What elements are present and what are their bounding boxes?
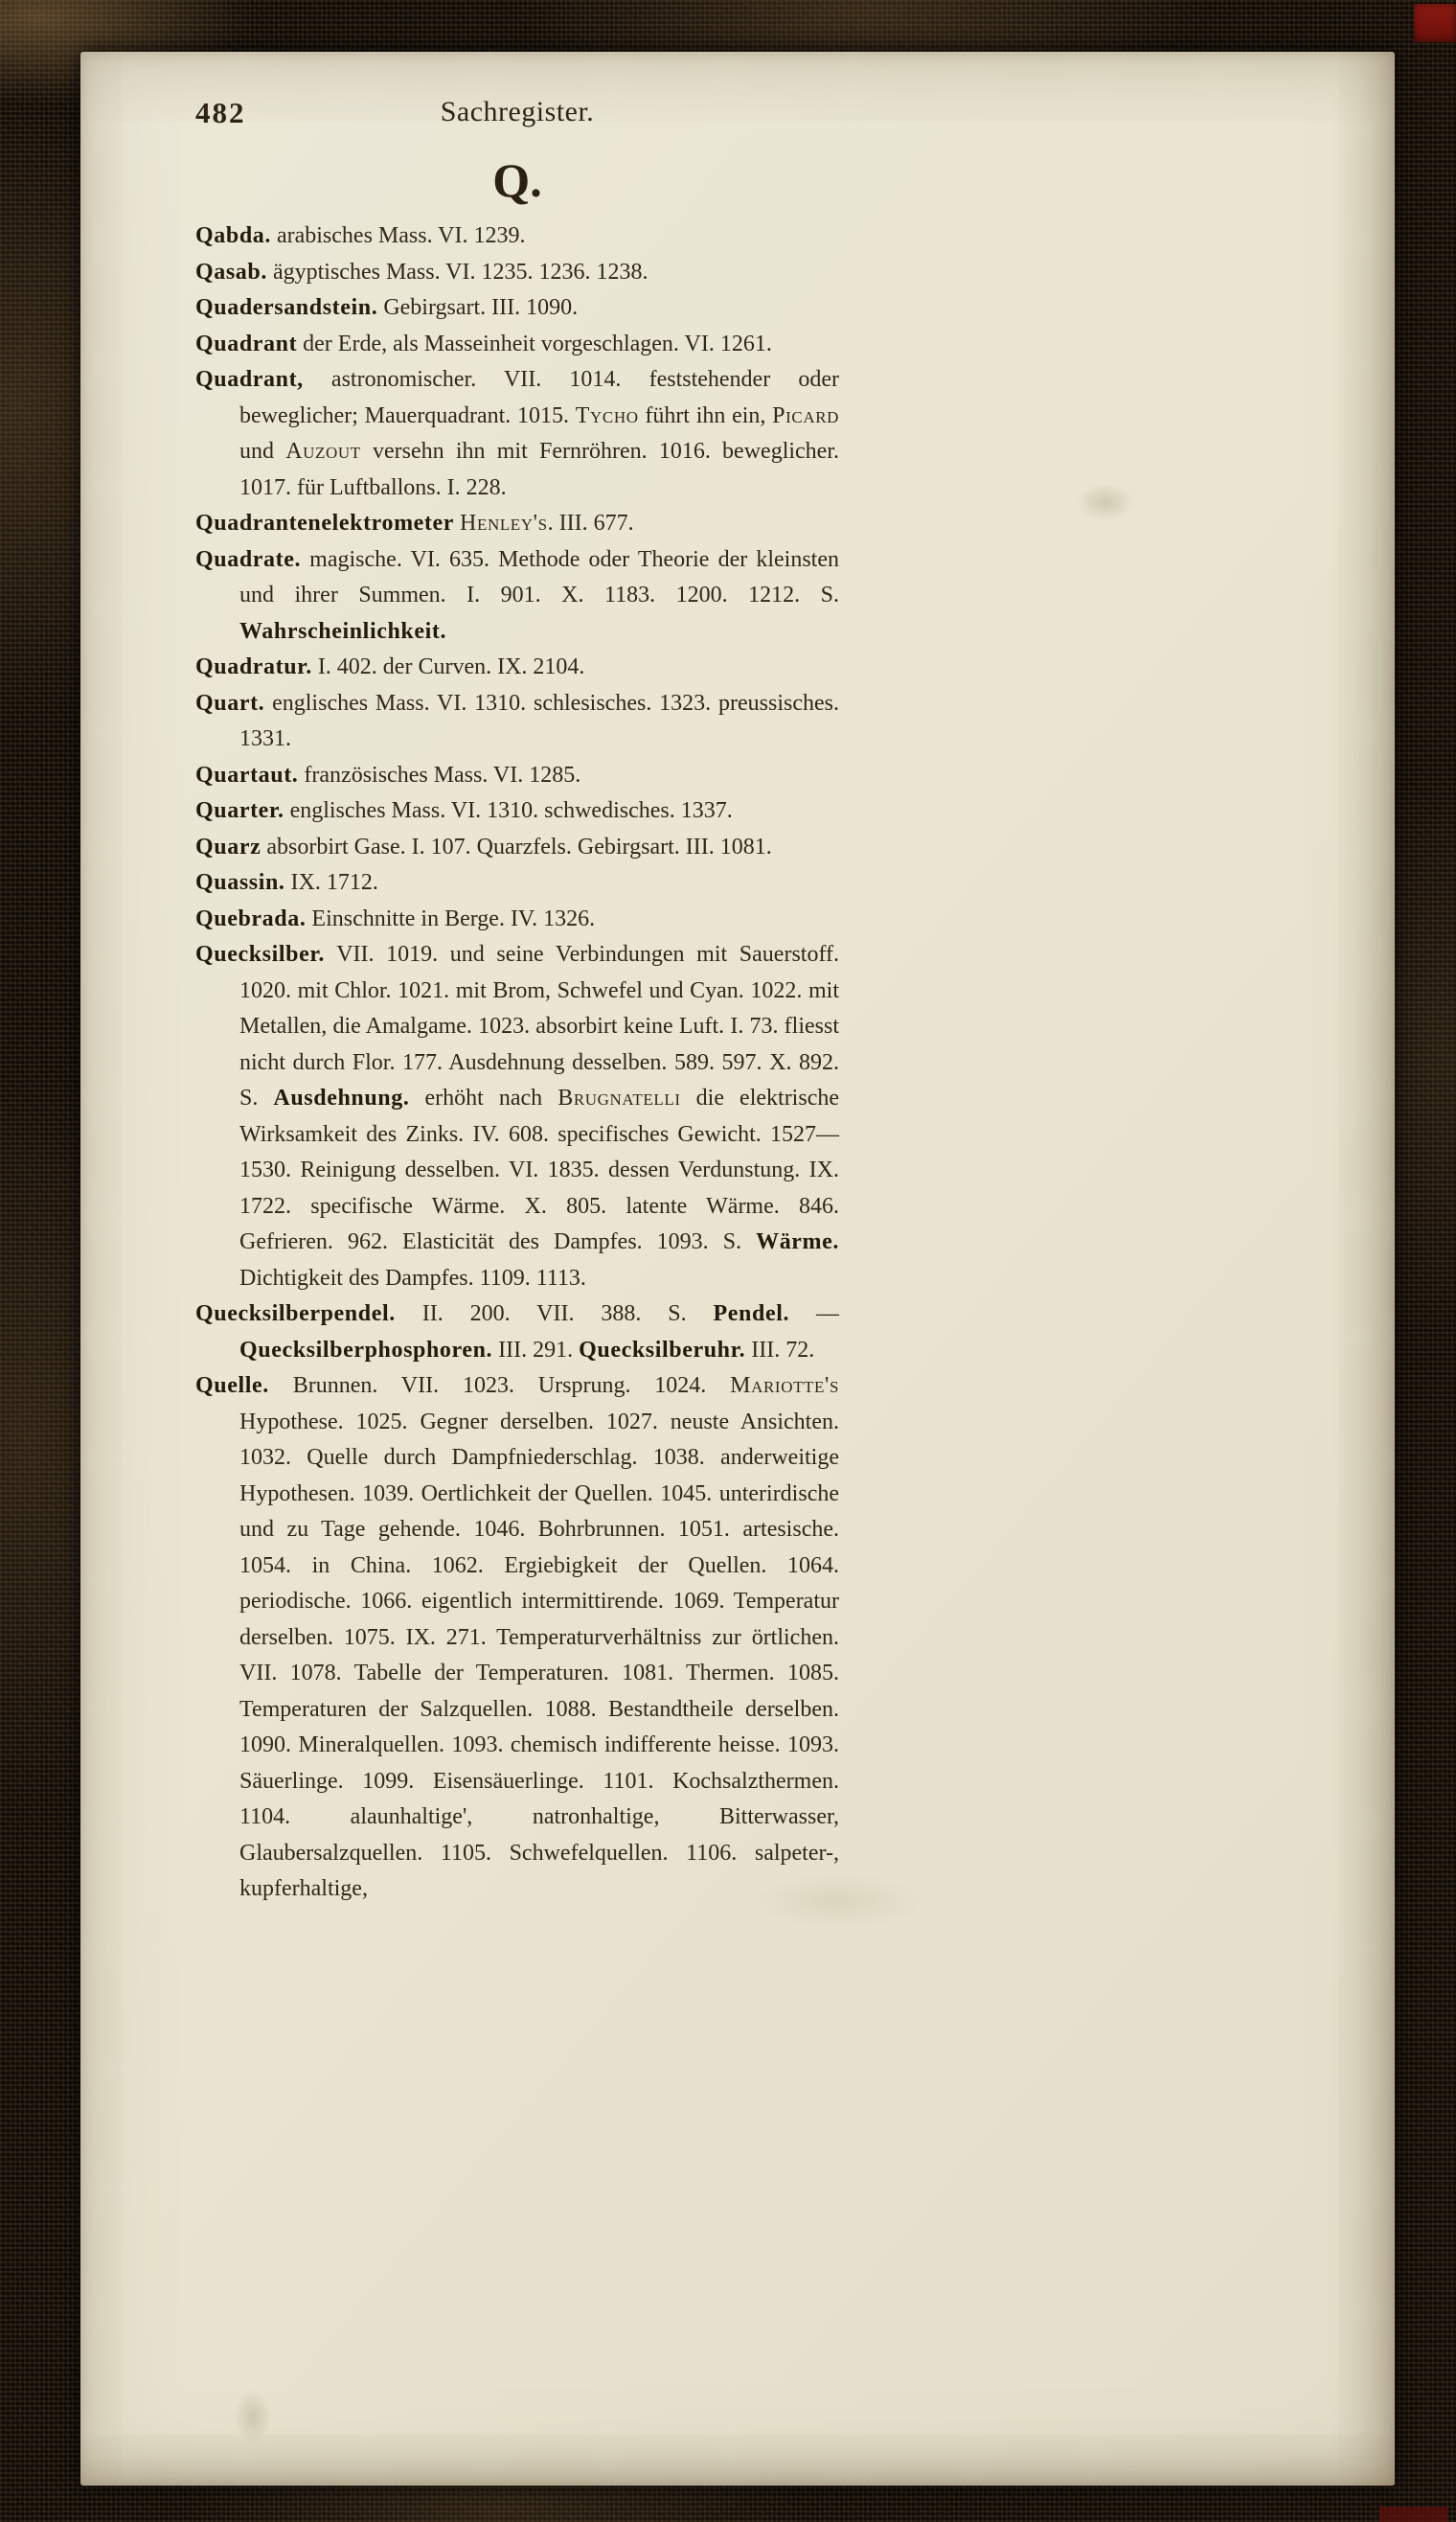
paper-stain <box>1077 483 1134 521</box>
entry-text: ägyptisches Mass. VI. 1235. 1236. 1238. <box>266 259 648 285</box>
entry-text: Dichtigkeit des Dampfes. 1109. 1113. <box>239 1265 586 1291</box>
entry-text: die elektrische Wirksamkeit des Zinks. IV. 608. specifisches Gewicht. 1527—1530. Reinigung desselben. VI. 1835. dessen Verdunstung. IX. 1722. specifische Wärme. X. 805. latente Wärme. 846. Gefrieren. 962. Elasticität des Dampfes. 1093. S. <box>239 1086 839 1254</box>
index-entry <box>195 506 839 542</box>
entry-text: astronomischer. VII. 1014. feststehender oder beweglicher; Mauerquadrant. 1015. <box>239 367 839 428</box>
index-entry <box>195 650 839 686</box>
entry-headword: Quadrant, <box>195 367 304 392</box>
entry-headword: Quart. <box>195 690 265 716</box>
entry-headword: Quecksilberphosphoren. <box>239 1337 493 1363</box>
book-page <box>80 52 1395 2486</box>
entry-text: erhöht nach <box>409 1086 558 1111</box>
entry-text: der Erde, als Masseinheit vorgeschlagen. VI. 1261. <box>297 331 772 356</box>
entry-headword: Quecksilberuhr. <box>579 1337 746 1363</box>
entry-text: Gebirgsart. III. 1090. <box>377 295 579 320</box>
entry-text: englisches Mass. VI. 1310. schwedisches. 1337. <box>284 798 733 823</box>
entry-text: III. 72. <box>745 1337 815 1363</box>
entry-text: IX. 1712. <box>284 870 378 895</box>
entry-headword: Quadrate. <box>195 546 302 572</box>
entry-name-smallcaps: Mariotte's <box>730 1373 839 1398</box>
entry-text: I. 402. der Curven. IX. 2104. <box>311 654 585 679</box>
entry-headword: Quartaut. <box>195 762 299 788</box>
entry-text: magische. VI. 635. Methode oder Theorie der kleinsten und ihrer Summen. I. 901. X. 1183. 1200. 1212. S. <box>239 546 839 608</box>
index-entry <box>195 937 839 1296</box>
entry-text: Hypothese. 1025. Gegner derselben. 1027. neuste Ansichten. 1032. Quelle durch Dampfniederschlag. 1038. anderweitige Hypothesen. 1039. Oertlichkeit der Quellen. 1045. unterirdische und zu Tage gehende. 1046. Bohrbrunnen. 1051. artesische. 1054. in China. 1062. Ergiebigkeit der Quellen. 1064. periodische. 1066. eigentlich intermittirende. 1069. Temperatur derselben. 1075. IX. 271. Temperaturverhältniss zur örtlichen. VII. 1078. Tabelle der Temperaturen. 1081. Thermen. 1085. Temperaturen der Salzquellen. 1088. Bestandtheile derselben. 1090. Mineralquellen. 1093. chemisch indifferente heisse. 1093. Säuerlinge. 1099. Eisensäuerlinge. 1101. Kochsalzthermen. 1104. alaunhaltige', natronhaltige, Bitterwasser, Glaubersalzquellen. 1105. Schwefelquellen. 1106. salpeter-, kupferhaltige, <box>239 1409 839 1901</box>
entry-headword: Quadersandstein. <box>195 295 378 320</box>
entry-name-smallcaps: Brugnatelli <box>557 1086 681 1111</box>
entry-text: versehn ihn mit Fernröhren. 1016. beweglicher. 1017. für Luftballons. I. 228. <box>239 439 840 500</box>
entry-text: Einschnitte in Berge. IV. 1326. <box>306 906 596 931</box>
entry-headword: Quadratur. <box>195 654 312 679</box>
entry-headword: Quelle. <box>195 1373 269 1398</box>
index-entry <box>195 362 839 506</box>
entry-name-smallcaps: Auzout <box>285 439 361 464</box>
running-title: Sachregister. <box>440 96 595 127</box>
red-binding-mark-bottom <box>1379 2507 1448 2522</box>
entry-text: und <box>239 439 286 464</box>
entry-text: VII. 1019. und seine Verbindungen mit Sauerstoff. 1020. mit Chlor. 1021. mit Brom, Schwefel und Cyan. 1022. mit Metallen, die Amalgame. 1023. absorbirt keine Luft. I. 73. fliesst nicht durch Flor. 177. Ausdehnung desselben. 589. 597. X. 892. S. <box>239 942 839 1111</box>
index-entry <box>195 793 839 830</box>
entry-text: Brunnen. VII. 1023. Ursprung. 1024. <box>268 1373 731 1398</box>
entry-headword: Quassin. <box>195 870 285 895</box>
index-entry <box>195 218 839 255</box>
entry-headword: Quecksilber. <box>195 942 325 967</box>
entry-headword: Quebrada. <box>195 906 307 931</box>
entry-text: — <box>789 1301 839 1326</box>
paper-stain <box>234 2390 272 2443</box>
index-entry <box>195 865 839 902</box>
entry-headword: Pendel. <box>713 1301 790 1326</box>
entry-headword: Wärme. <box>756 1229 839 1254</box>
entry-name-smallcaps: Picard <box>772 402 840 428</box>
page-header <box>195 96 839 134</box>
entry-headword: Quecksilberpendel. <box>195 1301 396 1326</box>
entry-headword: Quarter. <box>195 798 284 823</box>
entry-text: führt ihn ein, <box>638 402 773 428</box>
section-heading: Q. <box>492 153 542 207</box>
entry-text: II. 200. VII. 388. S. <box>395 1301 714 1326</box>
entry-name-smallcaps: Tycho <box>575 402 639 428</box>
index-entry <box>195 255 839 291</box>
index-entry <box>195 290 839 327</box>
entry-text: französisches Mass. VI. 1285. <box>298 762 581 788</box>
index-entry <box>195 542 839 651</box>
index-entry <box>195 686 839 758</box>
page-number: 482 <box>195 96 246 129</box>
entry-text: arabisches Mass. VI. 1239. <box>270 223 526 248</box>
index-entry <box>195 902 839 938</box>
entry-headword: Qasab. <box>195 259 267 285</box>
entry-headword: Quarz <box>195 834 262 860</box>
red-binding-mark-top <box>1414 4 1456 42</box>
index-entry <box>195 1296 839 1368</box>
entry-headword: Wahrscheinlichkeit. <box>239 618 447 644</box>
index-entry <box>195 327 839 363</box>
index-entry <box>195 758 839 794</box>
entry-text: absorbirt Gase. I. 107. Quarzfels. Gebirgsart. III. 1081. <box>261 834 772 860</box>
index-entry <box>195 1368 839 1908</box>
page-content <box>195 96 839 1908</box>
entry-headword: Ausdehnung. <box>273 1086 410 1111</box>
entry-text: englisches Mass. VI. 1310. schlesisches. 1323. preussisches. 1331. <box>239 690 839 751</box>
entry-headword: Qabda. <box>195 223 271 248</box>
entry-headword: Quadrant <box>195 331 298 356</box>
entry-headword: Quadrantenelektrometer <box>195 511 455 536</box>
entry-text: III. 291. <box>492 1337 580 1363</box>
index-entry <box>195 830 839 866</box>
entry-name-smallcaps: Henley's <box>460 511 548 536</box>
index-entries <box>195 218 839 1908</box>
entry-text: . III. 677. <box>547 511 634 536</box>
